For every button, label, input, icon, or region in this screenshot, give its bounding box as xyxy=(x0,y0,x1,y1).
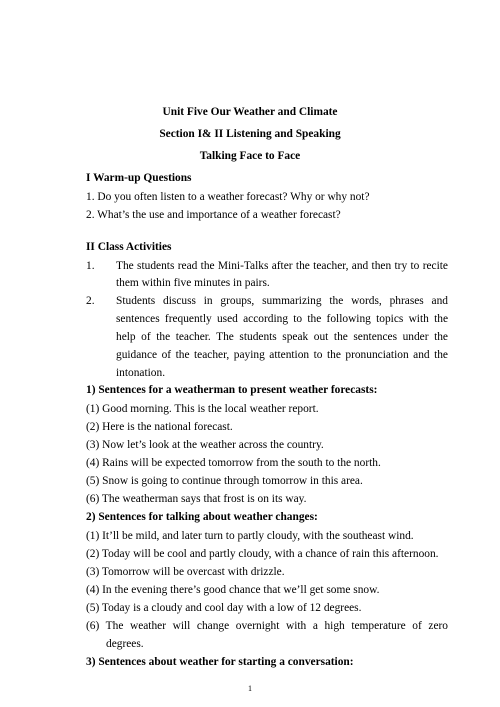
page-number: 1 xyxy=(248,684,252,693)
topic-2-heading: 2) Sentences for talking about weather changes: xyxy=(86,511,318,523)
activity-1-line-2: them within five minutes in pairs. xyxy=(116,277,270,289)
subtitle: Talking Face to Face xyxy=(199,150,301,162)
part2-heading: II Class Activities xyxy=(86,241,172,253)
topic-2-item: (1) It’ll be mild, and later turn to partly cloudy, with the southeast wind. xyxy=(86,530,414,542)
activity-2-line-5: intonation. xyxy=(116,367,166,379)
topic-2-item-6-line-2: degrees. xyxy=(106,638,144,650)
activity-1-line-1: The students read the Mini-Talks after the teacher, and then try to recite xyxy=(116,260,448,272)
activity-2-line-4: guidance of the teacher, paying attention to the pronunciation and the xyxy=(116,349,448,361)
topic-2-item-6-line-1: (6) The weather will change overnight with a high temperature of zero xyxy=(86,620,448,632)
activity-2-line-2: sentences frequently used according to the following topics with the xyxy=(116,313,448,325)
topic-1-item: (6) The weatherman says that frost is on its way. xyxy=(86,493,307,505)
topic-1-item: (1) Good morning. This is the local weather report. xyxy=(86,403,319,415)
question-1: 1. Do you often listen to a weather forecast? Why or why not? xyxy=(86,191,370,203)
section-title: Section I& II Listening and Speaking xyxy=(159,128,341,140)
activity-1-number: 1. xyxy=(86,260,95,272)
topic-1-heading: 1) Sentences for a weatherman to present weather forecasts: xyxy=(86,384,378,396)
activity-2-number: 2. xyxy=(86,295,95,307)
topic-1-item: (5) Snow is going to continue through tomorrow in this area. xyxy=(86,475,363,487)
activity-2-line-1: Students discuss in groups, summarizing the words, phrases and xyxy=(116,295,448,307)
activity-2-line-3: help of the teacher. The students speak out the sentences under the xyxy=(116,331,448,343)
part1-heading: I Warm-up Questions xyxy=(86,172,192,184)
question-2: 2. What’s the use and importance of a weather forecast? xyxy=(86,209,341,221)
topic-1-item: (4) Rains will be expected tomorrow from the south to the north. xyxy=(86,457,381,469)
unit-title: Unit Five Our Weather and Climate xyxy=(162,106,338,118)
topic-2-item: (2) Today will be cool and partly cloudy, with a chance of rain this afternoon. xyxy=(86,548,439,560)
topic-2-item: (5) Today is a cloudy and cool day with a low of 12 degrees. xyxy=(86,602,362,614)
topic-2-item: (3) Tomorrow will be overcast with drizzle. xyxy=(86,566,285,578)
topic-1-item: (3) Now let’s look at the weather across the country. xyxy=(86,439,324,451)
topic-3-heading: 3) Sentences about weather for starting a conversation: xyxy=(86,656,354,668)
topic-2-item: (4) In the evening there’s good chance that we’ll get some snow. xyxy=(86,584,380,596)
topic-1-item: (2) Here is the national forecast. xyxy=(86,421,233,433)
